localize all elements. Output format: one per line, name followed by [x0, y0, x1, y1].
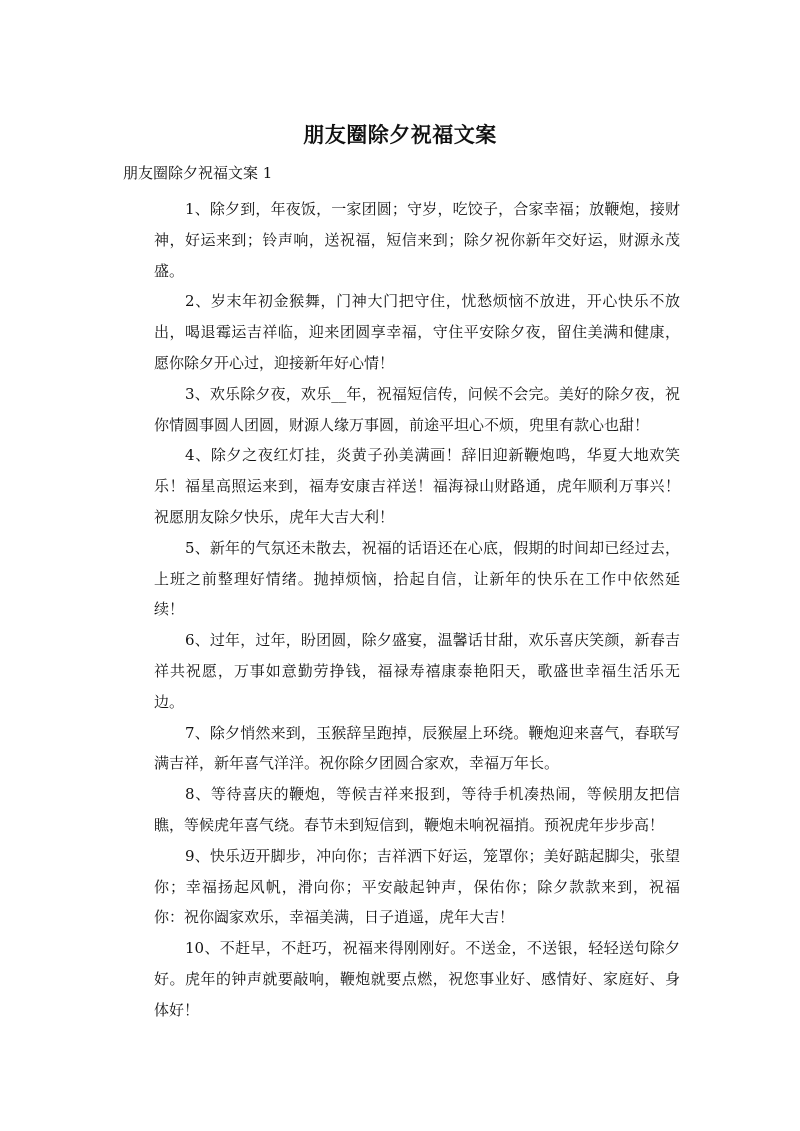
- paragraph: [123, 625, 680, 717]
- paragraph-line: 你；幸福扬起风帆，滑向你；平安敲起钟声，保佑你；除夕款款来到，祝福: [154, 877, 680, 896]
- paragraph-line: 盛。: [154, 261, 185, 280]
- paragraph-line: 祝愿朋友除夕快乐，虎年大吉大利！: [154, 507, 395, 526]
- paragraph: [123, 841, 680, 933]
- document-subtitle: 朋友圈除夕祝福文案 1: [123, 164, 273, 182]
- paragraph-line: 2、岁末年初金猴舞，门神大门把守住，忧愁烦恼不放进，开心快乐不放: [185, 292, 680, 311]
- paragraph: [123, 779, 680, 841]
- paragraph-line: 续！: [154, 600, 185, 619]
- paragraph: [123, 440, 680, 532]
- paragraph-line: 神，好运来到；铃声响，送祝福，短信来到；除夕祝你新年交好运，财源永茂: [154, 230, 680, 249]
- paragraph-line: 祥共祝愿，万事如意勤劳挣钱，福禄寿禧康泰艳阳天，歌盛世幸福生活乐无: [154, 661, 680, 680]
- paragraph: [123, 718, 680, 780]
- document-title: 朋友圈除夕祝福文案: [303, 123, 497, 147]
- paragraph-line: 愿你除夕开心过，迎接新年好心情！: [154, 353, 395, 372]
- document-body: [123, 194, 680, 1026]
- paragraph-line: 好。虎年的钟声就要敲响，鞭炮就要点燃，祝您事业好、感情好、家庭好、身: [154, 969, 680, 988]
- paragraph-line: 6、过年，过年，盼团圆，除夕盛宴，温馨话甘甜，欢乐喜庆笑颜，新春吉: [185, 631, 680, 650]
- paragraph-line: 8、等待喜庆的鞭炮，等候吉祥来报到，等待手机凑热闹，等候朋友把信: [185, 785, 680, 804]
- paragraph: [123, 533, 680, 625]
- paragraph: [123, 379, 680, 441]
- paragraph-line: 体好！: [154, 1000, 200, 1019]
- paragraph-line: 3、欢乐除夕夜，欢乐__年，祝福短信传，问候不会完。美好的除夕夜，祝: [185, 384, 680, 403]
- paragraph-line: 你情圆事圆人团圆，财源人缘万事圆，前途平坦心不烦，兜里有款心也甜！: [154, 415, 650, 434]
- paragraph-line: 9、快乐迈开脚步，冲向你；吉祥洒下好运，笼罩你；美好踮起脚尖，张望: [185, 846, 680, 865]
- paragraph-line: 乐！福星高照运来到，福寿安康吉祥送！福海禄山财路通，虎年顺利万事兴！: [154, 477, 680, 496]
- paragraph-line: 4、除夕之夜红灯挂，炎黄子孙美满画！辞旧迎新鞭炮鸣，华夏大地欢笑: [185, 446, 680, 465]
- paragraph: [123, 933, 680, 1025]
- paragraph-line: 边。: [154, 692, 185, 711]
- paragraph-line: 5、新年的气氛还未散去，祝福的话语还在心底，假期的时间却已经过去，: [185, 538, 680, 557]
- paragraph-line: 上班之前整理好情绪。抛掉烦恼，拾起自信，让新年的快乐在工作中依然延: [154, 569, 680, 588]
- paragraph-line: 瞧，等候虎年喜气绕。春节未到短信到，鞭炮未响祝福捎。预祝虎年步步高！: [154, 815, 665, 834]
- paragraph-line: 出，喝退霉运吉祥临，迎来团圆享幸福，守住平安除夕夜，留住美满和健康，: [154, 323, 680, 342]
- paragraph: [123, 194, 680, 286]
- paragraph-line: 1、除夕到，年夜饭，一家团圆；守岁，吃饺子，合家幸福；放鞭炮，接财: [185, 200, 680, 218]
- paragraph: [123, 286, 680, 378]
- paragraph-line: 10、不赶早，不赶巧，祝福来得刚刚好。不送金，不送银，轻轻送句除夕: [185, 939, 680, 958]
- paragraph-line: 你：祝你阖家欢乐，幸福美满，日子逍遥，虎年大吉！: [154, 908, 515, 927]
- paragraph-line: 7、除夕悄然来到，玉猴辞呈跑掉，辰猴屋上环绕。鞭炮迎来喜气，春联写: [185, 723, 680, 742]
- paragraph-line: 满吉祥，新年喜气洋洋。祝你除夕团圆合家欢，幸福万年长。: [154, 754, 560, 773]
